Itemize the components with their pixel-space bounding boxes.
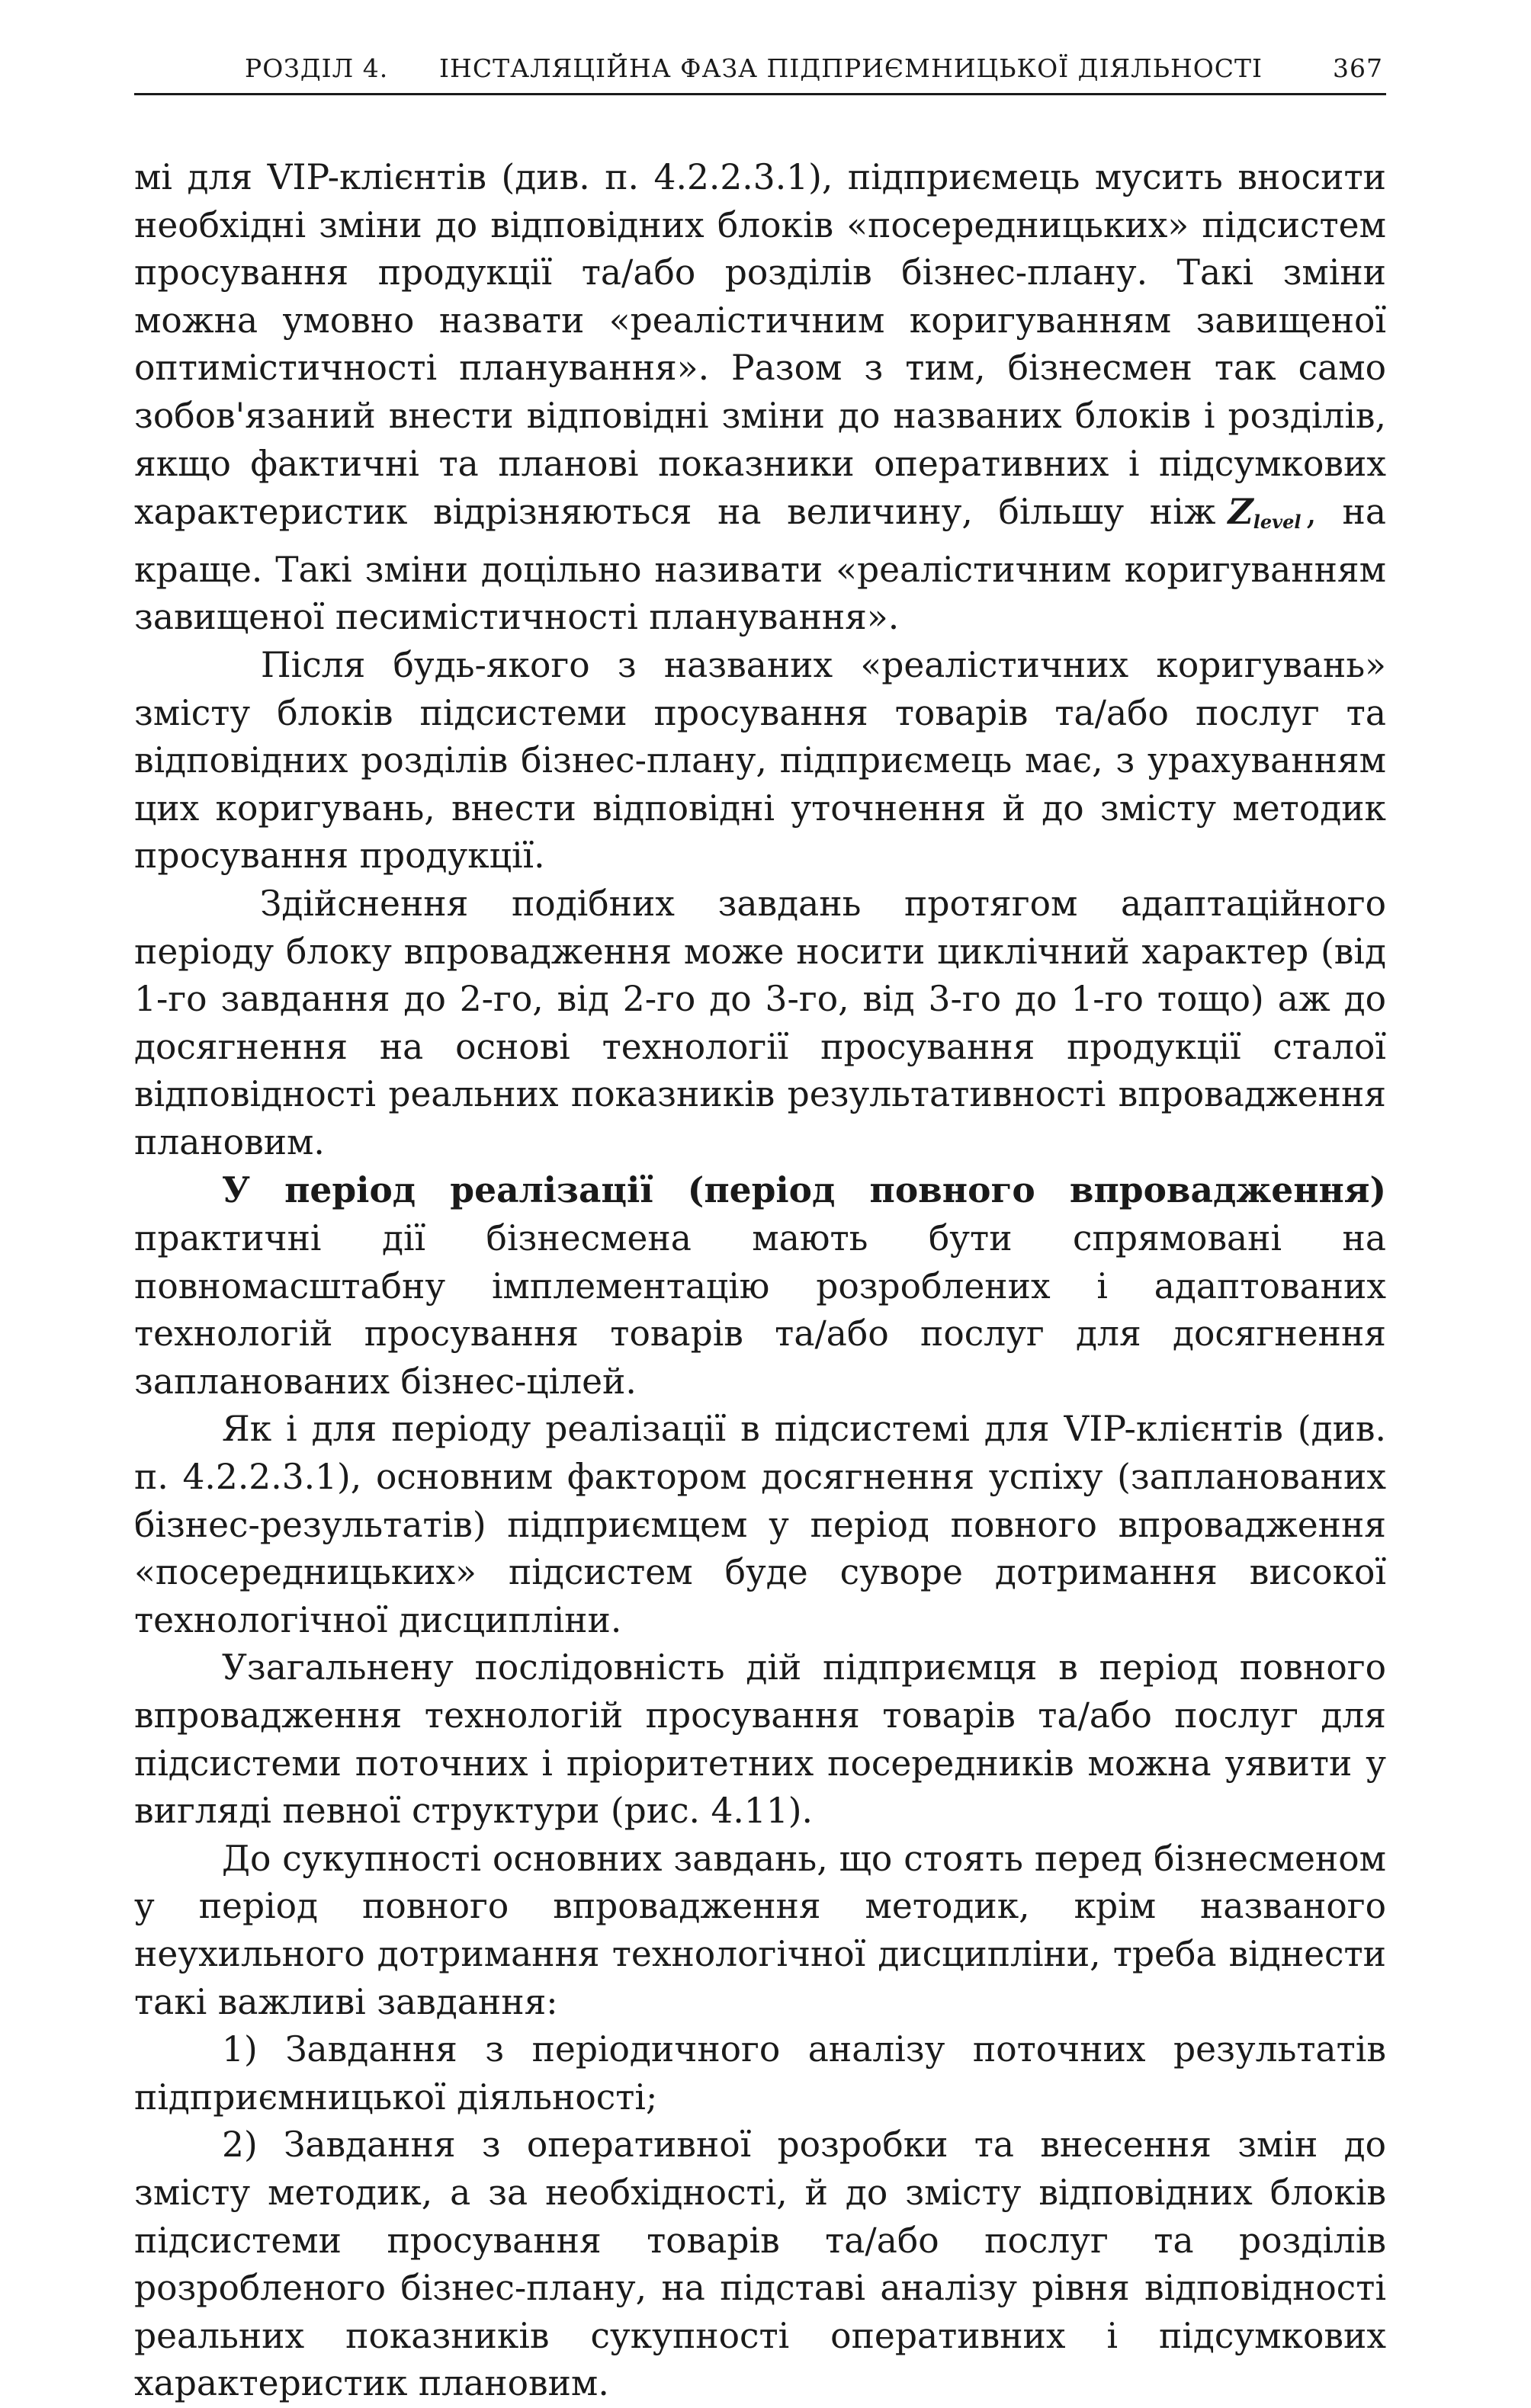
header-chapter-title: ІНСТАЛЯЦІЙНА ФАЗА ПІДПРИЄМНИЦЬКОЇ ДІЯЛЬНОСТІ — [439, 53, 1263, 83]
running-header — [134, 47, 1386, 95]
paragraph: Після будь-якого з названих «реалістичних коригувань» змісту блоків підсистеми просування товарів та/або послуг та відповідних розділів бізнес-плану, підприємець має, з урахуванням цих коригувань, внести відповідні уточнення й до змісту методик просування продукції. — [134, 644, 1386, 877]
list-item: 2) Завдання з оперативної розробки та внесення змін до змісту методик, а за необхідності, й до змісту відповідних блоків підсистеми просування товарів та/або послуг та розділів розробленого бізнес-плану, на підставі аналізу рівня відповідності реальних показників сукупності оперативних і підсумкових характеристик плановим. — [134, 2124, 1386, 2404]
header-section-label: РОЗДІЛ 4. — [245, 53, 389, 83]
paragraph-text: мі для VIP-клієнтів (див. п. 4.2.2.3.1), підприємець мусить вносити необхідні зміни до відповідних блоків «посередницьких» підсистем просування продукції та/або розділів бізнес-плану. Такі зміни можна умовно назвати «реалістичним коригуванням завищеної оптимістичності планування». Разом з тим, бізнесмен так само зобов'язаний внести відповідні зміни до названих блоків і розділів, якщо фактичні та планові показники оперативних і підсумкових характеристик відрізняються на величину, більшу ніж — [134, 157, 1386, 533]
formula-base: Z — [1228, 491, 1253, 533]
formula-subscript: level — [1253, 511, 1302, 534]
paragraph: Узагальнену послідовність дій підприємця в період повного впровадження технологій просування товарів та/або послуг для підсистеми поточних і пріоритетних посередників можна уявити у вигляді певної структури (рис. 4.11). — [134, 1647, 1386, 1832]
paragraph-text: , на краще. Такі зміни доцільно називати «реалістичним коригуванням завищеної песимістичності планування». — [134, 492, 1386, 638]
paragraph-continuation — [134, 154, 1386, 642]
paragraph-text: практичні дії бізнесмена мають бути спрямовані на повномасштабну імплементацію розроблених і адаптованих технологій просування товарів та/або послуг для досягнення запланованих бізнес-цілей. — [134, 1218, 1386, 1402]
formula-z-level — [1216, 491, 1306, 532]
bold-lead-in: У період реалізації (період повного впровадження) — [222, 1169, 1386, 1211]
list-item: 1) Завдання з періодичного аналізу поточних результатів підприємницької діяльності; — [134, 2029, 1386, 2118]
paragraph: Як і для періоду реалізації в підсистемі для VIP-клієнтів (див. п. 4.2.2.3.1), основним фактором досягнення успіху (запланованих бізнес-результатів) підприємцем у період повного впровадження «посередницьких» підсистем буде суворе дотримання високої технологічної дисципліни. — [134, 1409, 1386, 1640]
paragraph: Здійснення подібних завдань протягом адаптаційного періоду блоку впровадження може носити циклічний характер (від 1-го завдання до 2-го, від 2-го до 3-го, від 3-го до 1-го тощо) аж до досягнення на основі технології просування продукції сталої відповідності реальних показників результативності впровадження плановим. — [134, 883, 1386, 1162]
paragraph: До сукупності основних завдань, що стоять перед бізнесменом у період повного впровадження методик, крім названого неухильного дотримання технологічної дисципліни, треба віднести такі важливі завдання: — [134, 1838, 1386, 2022]
paragraph — [134, 1166, 1386, 1406]
body-text — [134, 154, 1386, 2408]
page-number: 367 — [1333, 53, 1383, 83]
